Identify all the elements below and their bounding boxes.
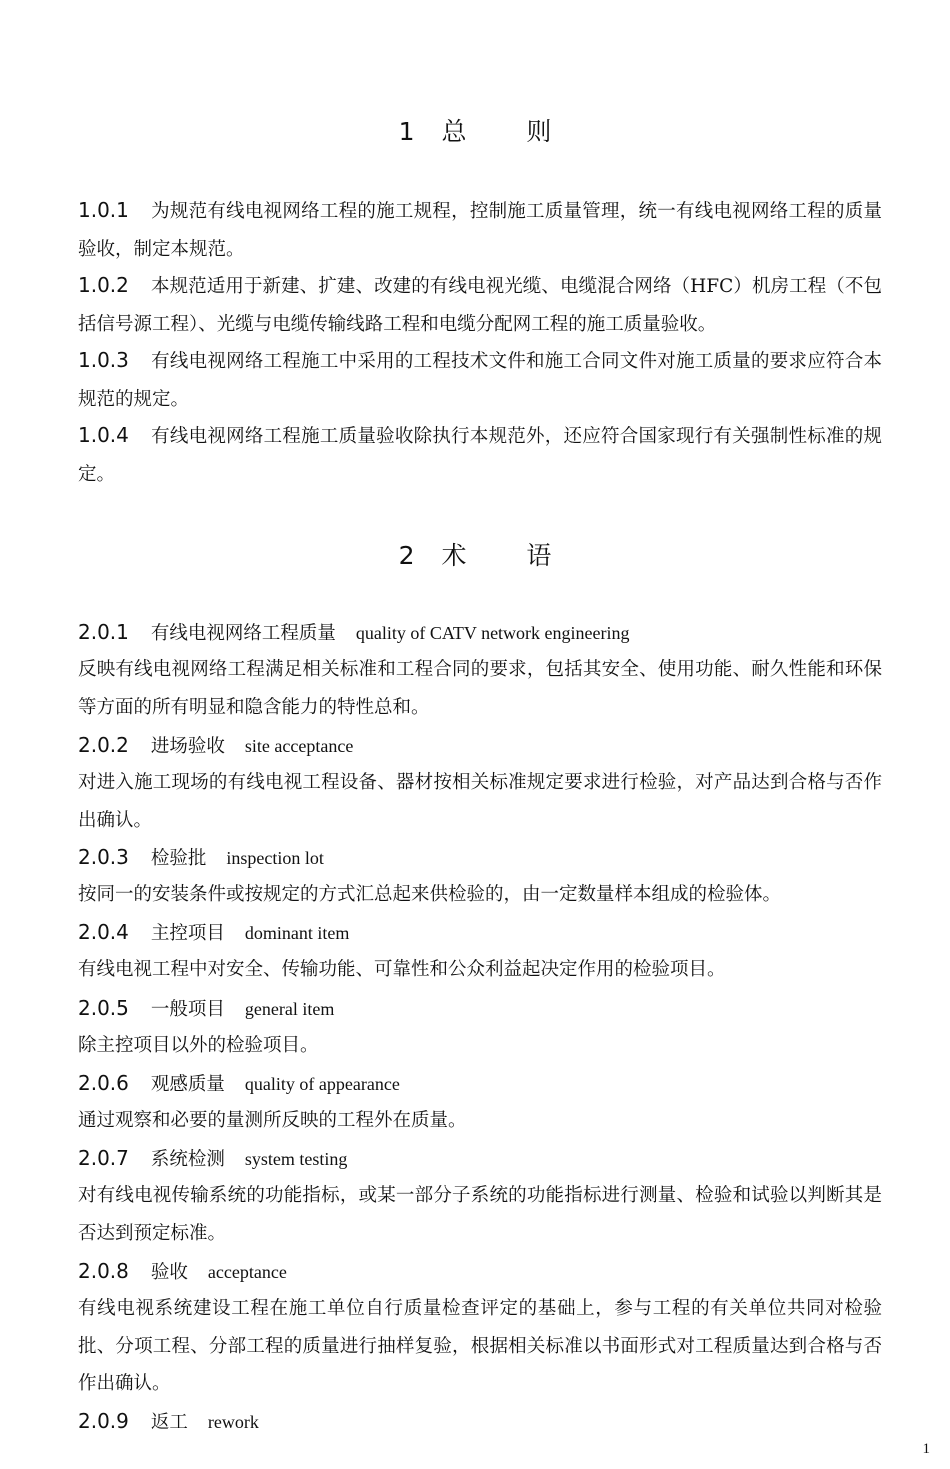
term-english: inspection lot — [226, 848, 324, 868]
chapter-heading: 总 则 — [441, 117, 578, 146]
term-heading — [78, 1140, 882, 1179]
clause-number: 2.0.7 — [78, 1146, 129, 1170]
term-english: rework — [207, 1412, 259, 1432]
clause-text: 有线电视网络工程施工质量验收除执行本规范外，还应符合国家现行有关强制性标准的规定。 — [78, 426, 882, 485]
clause-number: 2.0.9 — [78, 1409, 129, 1433]
clause-number: 2.0.2 — [78, 733, 129, 757]
term-definition: 通过观察和必要的量测所反映的工程外在质量。 — [78, 1110, 467, 1131]
clause-text: 本规范适用于新建、扩建、改建的有线电视光缆、电缆混合网络（HFC）机房工程（不包括信号源工程）、光缆与电缆传输线路工程和电缆分配网工程的施工质量验收。 — [78, 276, 882, 335]
term-definition: 对进入施工现场的有线电视工程设备、器材按相关标准规定要求进行检验，对产品达到合格与否作出确认。 — [78, 772, 882, 831]
clause-number: 1.0.3 — [78, 348, 129, 372]
chapter-number: 1 — [398, 117, 416, 146]
clause-text: 为规范有线电视网络工程的施工规程，控制施工质量管理，统一有线电视网络工程的质量验收，制定本规范。 — [78, 201, 882, 260]
chapter-number: 2 — [398, 541, 416, 570]
term-chinese: 主控项目 — [150, 923, 225, 944]
term-english: general item — [244, 999, 335, 1019]
clause-number: 1.0.1 — [78, 198, 129, 222]
term-definition: 有线电视系统建设工程在施工单位自行质量检查评定的基础上，参与工程的有关单位共同对检验批、分项工程、分部工程的质量进行抽样复验，根据相关标准以书面形式对工程质量达到合格与否作出确认。 — [78, 1298, 882, 1394]
page-number: 1 — [922, 1441, 930, 1457]
chapter-heading: 术 语 — [441, 541, 578, 570]
term-definition: 有线电视工程中对安全、传输功能、可靠性和公众利益起决定作用的检验项目。 — [78, 959, 726, 980]
term-chinese: 一般项目 — [150, 999, 225, 1020]
clause-number: 1.0.2 — [78, 273, 129, 297]
term-heading — [78, 839, 882, 878]
term-english: acceptance — [207, 1262, 287, 1282]
chapter-2-title — [0, 536, 950, 572]
clause-number: 2.0.4 — [78, 920, 129, 944]
term-heading — [78, 914, 882, 953]
term-chinese: 系统检测 — [150, 1149, 225, 1170]
term-heading — [78, 614, 882, 653]
term-chinese: 观感质量 — [150, 1074, 225, 1095]
term-definition: 按同一的安装条件或按规定的方式汇总起来供检验的，由一定数量样本组成的检验体。 — [78, 884, 782, 905]
term-english: site acceptance — [244, 736, 354, 756]
clause-number: 2.0.3 — [78, 845, 129, 869]
term-definition: 反映有线电视网络工程满足相关标准和工程合同的要求，包括其安全、使用功能、耐久性能和环保等方面的所有明显和隐含能力的特性总和。 — [78, 659, 882, 718]
chapter-1-title — [0, 112, 950, 148]
term-definition: 除主控项目以外的检验项目。 — [78, 1035, 319, 1056]
clause — [78, 192, 882, 268]
term-chinese: 检验批 — [150, 848, 207, 869]
term-heading — [78, 1403, 882, 1442]
clause-number: 2.0.5 — [78, 996, 129, 1020]
term-english: dominant item — [244, 923, 350, 943]
term-definition: 对有线电视传输系统的功能指标，或某一部分子系统的功能指标进行测量、检验和试验以判断其是否达到预定标准。 — [78, 1185, 882, 1244]
clause — [78, 342, 882, 418]
term-chinese: 有线电视网络工程质量 — [150, 623, 336, 644]
clause-number: 2.0.1 — [78, 620, 129, 644]
term-heading — [78, 990, 882, 1029]
term-english: quality of CATV network engineering — [355, 623, 630, 643]
clause-number: 1.0.4 — [78, 423, 129, 447]
clause-text: 有线电视网络工程施工中采用的工程技术文件和施工合同文件对施工质量的要求应符合本规范的规定。 — [78, 351, 882, 410]
term-heading — [78, 1253, 882, 1292]
clause — [78, 417, 882, 493]
term-english: quality of appearance — [244, 1074, 400, 1094]
term-heading — [78, 1065, 882, 1104]
term-chinese: 验收 — [150, 1262, 188, 1283]
term-english: system testing — [244, 1149, 348, 1169]
term-chinese: 进场验收 — [150, 736, 225, 757]
clause-number: 2.0.8 — [78, 1259, 129, 1283]
term-chinese: 返工 — [150, 1412, 188, 1433]
term-heading — [78, 727, 882, 766]
clause-number: 2.0.6 — [78, 1071, 129, 1095]
clause — [78, 267, 882, 343]
